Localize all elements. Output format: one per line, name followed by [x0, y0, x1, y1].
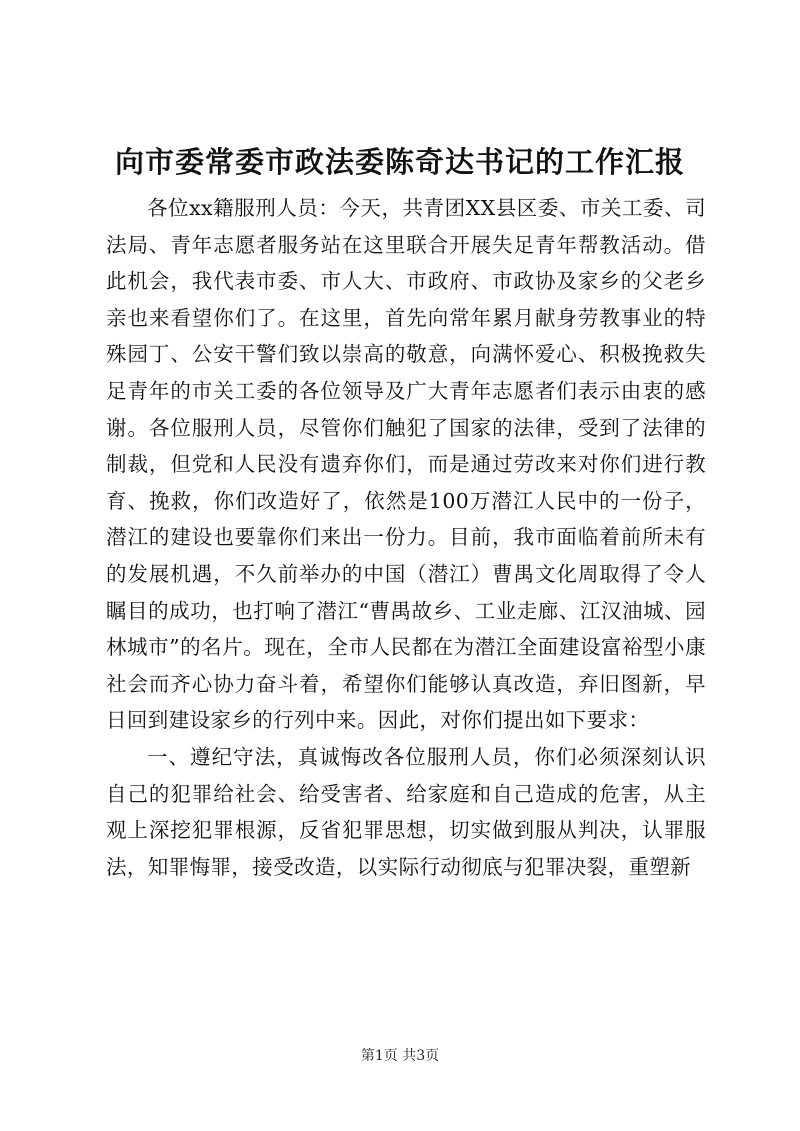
page-footer: 第1页 共3页: [360, 1048, 440, 1064]
paragraph-1: 各位xx籍服刑人员：今天，共青团XX县区委、市关工委、司法局、青年志愿者服务站在这里联合开展失足青年帮教活动。借此机会，我代表市委、市人大、市政府、市政协及家乡的父老乡亲也来看望你们了。在这里，首先向常年累月献身劳教事业的特殊园丁、公安干警们致以崇高的敬意，向满怀爱心、积极挽救失足青年的市关工委的各位领导及广大青年志愿者们表示由衷的感谢。各位服刑人员，尽管你们触犯了国家的法律，受到了法律的制裁，但党和人民没有遗弃你们，而是通过劳改来对你们进行教育、挽救，你们改造好了，依然是100万潜江人民中的一份子，潜江的建设也要靠你们来出一份力。目前，我市面临着前所未有的发展机遇，不久前举办的中国（潜江）曹禺文化周取得了令人瞩目的成功，也打响了潜江“曹禺故乡、工业走廊、江汉油城、园林城市”的名片。现在，全市人民都在为潜江全面建设富裕型小康社会而齐心协力奋斗着，希望你们能够认真改造，弃旧图新，早日回到建设家乡的行列中来。因此，对你们提出如下要求：: [106, 196, 706, 733]
paragraph-2: 一、遵纪守法，真诚悔改各位服刑人员，你们必须深刻认识自己的犯罪给社会、给受害者、给家庭和自己造成的危害，从主观上深挖犯罪根源，反省犯罪思想，切实做到服从判决，认罪服法，知罪悔罪，接受改造，以实际行动彻底与犯罪决裂，重塑新: [106, 744, 706, 879]
document-title: 向市委常委市政法委陈奇达书记的工作汇报: [114, 145, 685, 179]
document-body: [106, 190, 706, 885]
